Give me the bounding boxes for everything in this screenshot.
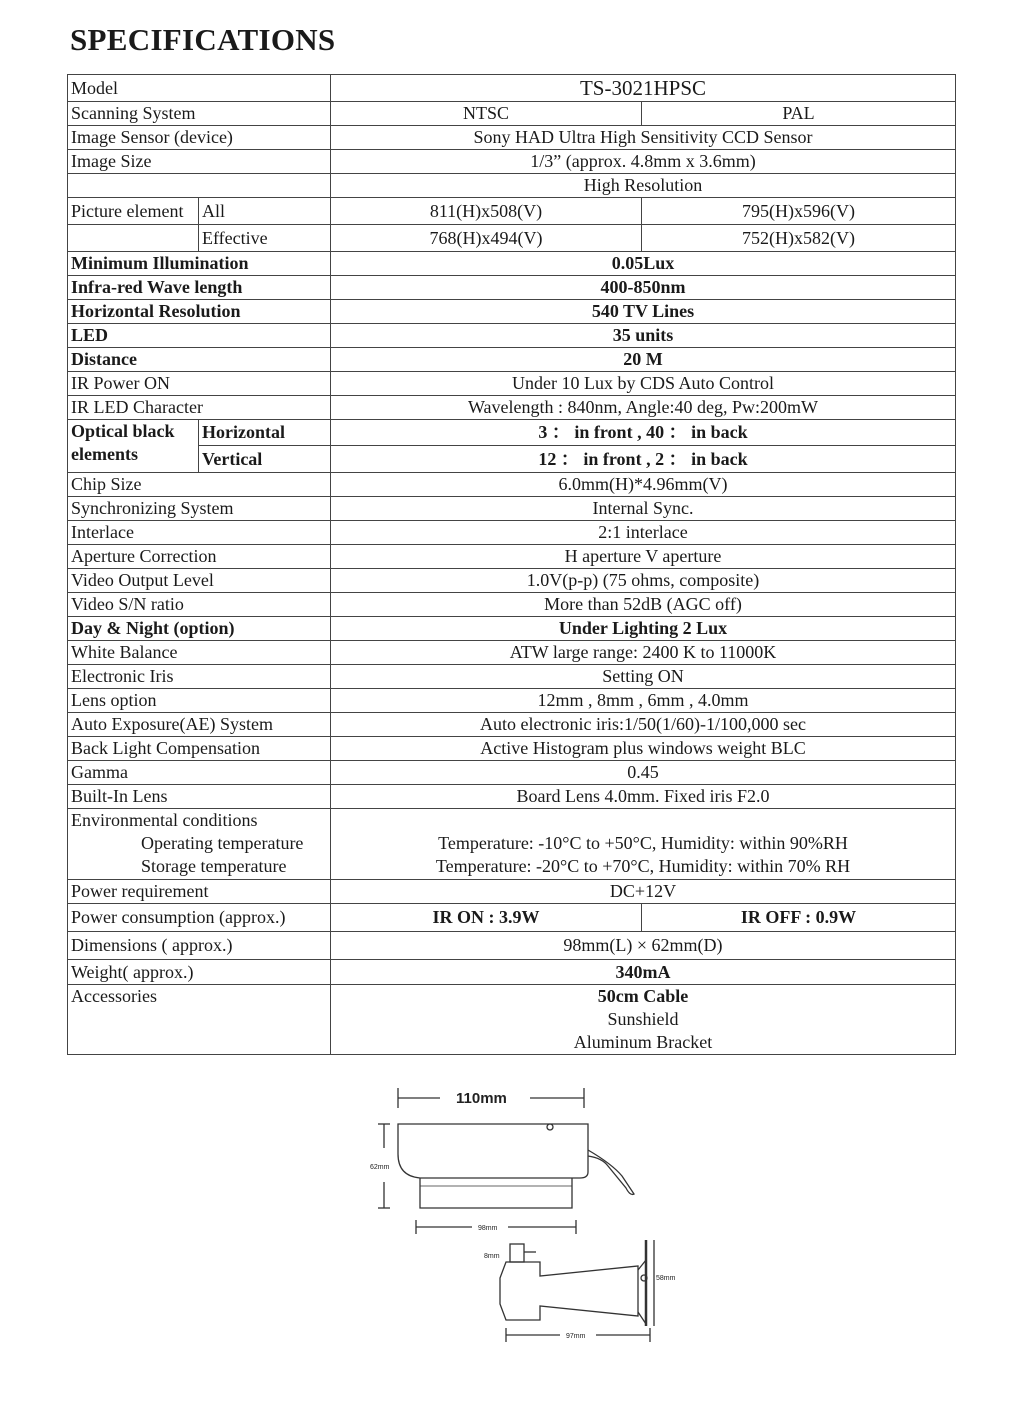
row-picture-element-effective: [68, 225, 956, 252]
label-accessories: Accessories: [68, 985, 331, 1055]
label-environmental: [68, 809, 331, 880]
row-accessories: [68, 985, 956, 1055]
spec-label: Video S/N ratio: [68, 593, 331, 617]
spec-label: Aperture Correction: [68, 545, 331, 569]
spec-label: IR LED Character: [68, 396, 331, 420]
dim-label-bracket-small: 8mm: [484, 1253, 500, 1260]
accessory-item: 50cm Cable: [597, 986, 689, 1006]
spec-table: [67, 74, 956, 1055]
row-optical-black-vertical: [68, 446, 956, 473]
spec-b-row: [68, 497, 956, 521]
bracket-outline: [500, 1262, 638, 1320]
spec-b-row: [68, 665, 956, 689]
spec-value: Wavelength : 840nm, Angle:40 deg, Pw:200mW: [331, 396, 956, 420]
spec-b-row: [68, 713, 956, 737]
spec-value: H aperture V aperture: [331, 545, 956, 569]
label-model: Model: [68, 75, 331, 102]
spec-value: 2:1 interlace: [331, 521, 956, 545]
spec-a-row: [68, 348, 956, 372]
row-scanning-system: [68, 102, 956, 126]
spec-value: 540 TV Lines: [331, 300, 956, 324]
dim-label-bracket-length: 97mm: [566, 1333, 586, 1340]
value-image-size: 1/3” (approx. 4.8mm x 3.6mm): [331, 150, 956, 174]
spec-b-row: [68, 545, 956, 569]
value-operating-temperature: Temperature: -10°C to +50°C, Humidity: within 90%RH: [438, 833, 848, 853]
spec-value: Internal Sync.: [331, 497, 956, 521]
spec-b-row: [68, 473, 956, 497]
spec-value: 6.0mm(H)*4.96mm(V): [331, 473, 956, 497]
spec-value: 35 units: [331, 324, 956, 348]
spec-b-row: [68, 569, 956, 593]
spec-b-row: [68, 689, 956, 713]
accessory-item: Aluminum Bracket: [573, 1032, 713, 1052]
spec-b-row: [68, 737, 956, 761]
dim-label-body-length: 98mm: [478, 1225, 498, 1232]
row-image-sensor: [68, 126, 956, 150]
spec-a-row: [68, 396, 956, 420]
value-accessories: [331, 985, 956, 1055]
row-optical-black-horizontal: [68, 420, 956, 446]
spec-label: Interlace: [68, 521, 331, 545]
value-optical-horizontal: 3 ： in front , 40 ： in back: [331, 420, 956, 446]
bracket-screw-rect: [510, 1244, 524, 1262]
camera-body-outline: [398, 1124, 588, 1178]
spec-label: Electronic Iris: [68, 665, 331, 689]
label-picture-effective: Effective: [199, 225, 331, 252]
value-high-resolution: High Resolution: [331, 174, 956, 198]
spec-label: Auto Exposure(AE) System: [68, 713, 331, 737]
camera-base-outline: [420, 1178, 572, 1208]
spec-b-row: [68, 521, 956, 545]
value-dimensions: 98mm(L) × 62mm(D): [331, 932, 956, 960]
dim-label-width-total: 110mm: [456, 1090, 507, 1107]
value-picture-eff-pal: 752(H)x582(V): [642, 225, 956, 252]
label-optical-black-line2: elements: [71, 444, 138, 464]
row-dimensions: [68, 932, 956, 960]
value-optical-vertical: 12 ： in front , 2 ： in back: [331, 446, 956, 473]
spec-b-row: [68, 617, 956, 641]
spec-label: Minimum Illumination: [68, 252, 331, 276]
spec-label: Gamma: [68, 761, 331, 785]
label-environmental-title: Environmental conditions: [71, 810, 258, 830]
value-power-requirement: DC+12V: [331, 880, 956, 904]
spec-label: Infra-red Wave length: [68, 276, 331, 300]
value-image-sensor: Sony HAD Ultra High Sensitivity CCD Sensor: [331, 126, 956, 150]
spec-value: 400-850nm: [331, 276, 956, 300]
spec-a-row: [68, 372, 956, 396]
label-optical-black-line1: Optical black: [71, 421, 175, 441]
label-picture-all: All: [199, 198, 331, 225]
row-environmental-conditions: [68, 809, 956, 880]
spec-value: 1.0V(p-p) (75 ohms, composite): [331, 569, 956, 593]
row-weight: [68, 960, 956, 985]
value-picture-all-pal: 795(H)x596(V): [642, 198, 956, 225]
label-weight: Weight( approx.): [68, 960, 331, 985]
dim-label-bracket-height: 58mm: [656, 1275, 676, 1282]
value-weight: 340mA: [331, 960, 956, 985]
value-ntsc: NTSC: [331, 102, 642, 126]
label-image-size: Image Size: [68, 150, 331, 174]
label-optical-horizontal: Horizontal: [199, 420, 331, 446]
spec-b-row: [68, 593, 956, 617]
camera-cable-outline: [588, 1150, 634, 1194]
spec-value: Active Histogram plus windows weight BLC: [331, 737, 956, 761]
label-power-requirement: Power requirement: [68, 880, 331, 904]
spec-label: Built-In Lens: [68, 785, 331, 809]
empty-cell: [68, 225, 199, 252]
label-storage-temperature: Storage temperature: [141, 856, 287, 876]
empty-cell: [68, 174, 331, 198]
value-pal: PAL: [642, 102, 956, 126]
value-ir-off: IR OFF : 0.9W: [642, 904, 956, 932]
spec-b-row: [68, 785, 956, 809]
spec-value: 20 M: [331, 348, 956, 372]
spec-label: LED: [68, 324, 331, 348]
label-optical-black: [68, 420, 199, 473]
spec-value: Under Lighting 2 Lux: [331, 617, 956, 641]
spec-a-row: [68, 300, 956, 324]
row-image-size: [68, 150, 956, 174]
row-power-requirement: [68, 880, 956, 904]
label-operating-temperature: Operating temperature: [141, 833, 304, 853]
dim-label-height: 62mm: [370, 1164, 390, 1171]
row-power-consumption: [68, 904, 956, 932]
value-picture-eff-ntsc: 768(H)x494(V): [331, 225, 642, 252]
spec-value: ATW large range: 2400 K to 11000K: [331, 641, 956, 665]
value-storage-temperature: Temperature: -20°C to +70°C, Humidity: within 70% RH: [435, 856, 851, 876]
spec-value: Under 10 Lux by CDS Auto Control: [331, 372, 956, 396]
value-model: TS-3021HPSC: [331, 75, 956, 102]
camera-screw-circle: [547, 1124, 553, 1130]
label-optical-vertical: Vertical: [199, 446, 331, 473]
value-picture-all-ntsc: 811(H)x508(V): [331, 198, 642, 225]
value-environmental: [331, 809, 956, 880]
label-scanning-system: Scanning System: [68, 102, 331, 126]
spec-label: Synchronizing System: [68, 497, 331, 521]
row-picture-element-all: [68, 198, 956, 225]
label-power-consumption: Power consumption (approx.): [68, 904, 331, 932]
spec-label: Back Light Compensation: [68, 737, 331, 761]
spec-label: Lens option: [68, 689, 331, 713]
spec-label: Day & Night (option): [68, 617, 331, 641]
label-dimensions: Dimensions ( approx.): [68, 932, 331, 960]
spec-value: Board Lens 4.0mm. Fixed iris F2.0: [331, 785, 956, 809]
spec-a-row: [68, 276, 956, 300]
value-ir-on: IR ON : 3.9W: [331, 904, 642, 932]
label-image-sensor: Image Sensor (device): [68, 126, 331, 150]
spec-a-row: [68, 252, 956, 276]
spec-value: Auto electronic iris:1/50(1/60)-1/100,000 sec: [331, 713, 956, 737]
spec-b-row: [68, 641, 956, 665]
label-picture-element: Picture element: [68, 198, 199, 225]
spec-b-row: [68, 761, 956, 785]
spec-value: 0.45: [331, 761, 956, 785]
spec-label: IR Power ON: [68, 372, 331, 396]
row-high-resolution: [68, 174, 956, 198]
spec-value: More than 52dB (AGC off): [331, 593, 956, 617]
camera-dimension-drawing: [360, 1080, 680, 1350]
spec-label: White Balance: [68, 641, 331, 665]
spec-label: Horizontal Resolution: [68, 300, 331, 324]
page-title: SPECIFICATIONS: [70, 22, 336, 57]
spec-value: 0.05Lux: [331, 252, 956, 276]
spec-label: Video Output Level: [68, 569, 331, 593]
spec-value: Setting ON: [331, 665, 956, 689]
spec-label: Distance: [68, 348, 331, 372]
accessory-item: Sunshield: [607, 1009, 679, 1029]
spec-label: Chip Size: [68, 473, 331, 497]
spec-a-row: [68, 324, 956, 348]
row-model: [68, 75, 956, 102]
spec-value: 12mm , 8mm , 6mm , 4.0mm: [331, 689, 956, 713]
